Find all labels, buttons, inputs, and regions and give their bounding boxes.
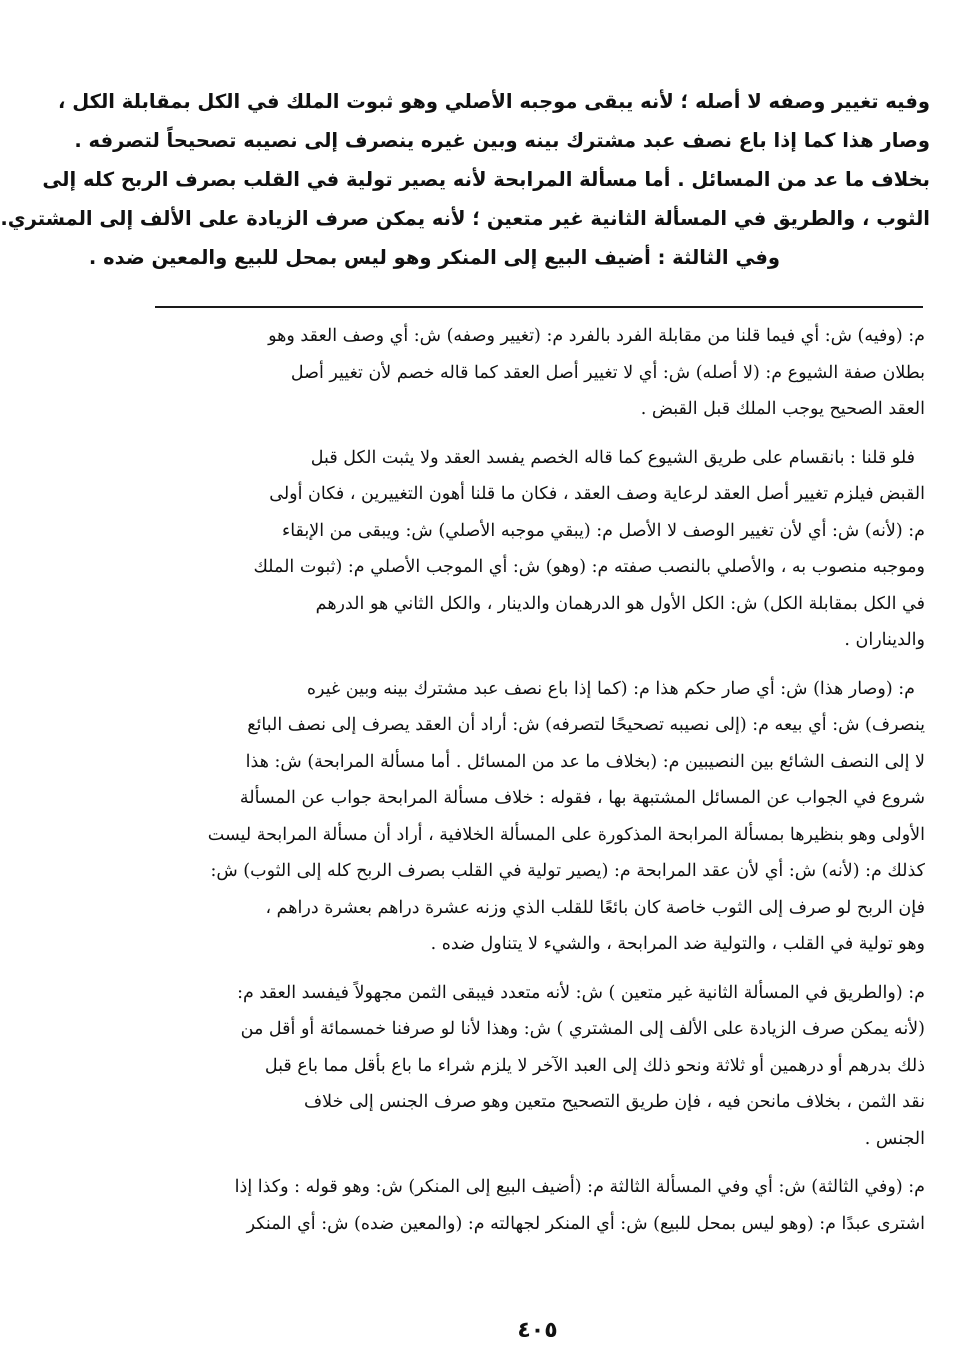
commentary-line: نقد الثمن ، بخلاف مانحن فيه ، فإن طريق التصحيح متعين وهو صرف الجنس إلى خلاف: [304, 1092, 925, 1112]
commentary-line: م: (وصار هذا) ش: أي صار حكم هذا م: (كما إذا باع نصف عبد مشترك بينه وبين غيره: [306, 678, 915, 699]
commentary-line: اشترى عبدًا م: (وهو ليس بمحل للبيع) ش: أي المنكر لجهالته م: (والمعين ضده) ش: أي المنكر: [246, 1213, 925, 1234]
commentary-line: م: (وفيه) ش: أي فيما قلنا من مقابلة الفرد بالفرد م: (تغيير وصفه) ش: أي وصف العقد وهو: [268, 326, 925, 346]
commentary-line: القبض فيلزم تغيير أصل العقد لرعاية وصف العقد ، فكان ما قلنا أهون التغييرين ، فكان أولى: [269, 484, 925, 504]
main-text-line: وصار هذا كما إذا باع نصف عبد مشترك بينه وبين غيره ينصرف إلى نصيبه تصحيحاً لتصرفه .: [74, 129, 930, 152]
page-number: ٤٠٥: [517, 1318, 558, 1343]
commentary-line: وهو تولية في القلب ، والتولية ضد المرابحة ، والشيء لا يتناول ضده .: [430, 934, 925, 954]
commentary-paragraph: [153, 671, 925, 963]
commentary-line: م: (والطريق في المسألة الثانية غير متعين ) ش: لأنه متعدد فيبقى الثمن مجهولاً فيفسد العقد م:: [237, 982, 925, 1003]
commentary-paragraph: [153, 440, 925, 659]
commentary-line: لا إلى النصف الشائع بين النصيبين م: (بخلاف ما عد من المسائل . أما مسألة المرابحة) ش: هذا: [245, 751, 925, 772]
commentary-line: ينصرف) ش: أي بيعه م: (إلى نصيبه تصحيحًا لتصرفه) ش: أراد أن العقد يصرف إلى نصف البائع: [247, 715, 925, 735]
commentary-paragraph: [153, 975, 925, 1158]
commentary-line: والديناران .: [844, 630, 925, 650]
commentary-line: ذلك بدرهم أو درهمين أو ثلاثة ونحو ذلك إلى العبد الآخر لا يلزم شراء ما باع بأقل مما باع قبل: [264, 1055, 925, 1076]
main-text-line: وفيه تغيير وصفه لا أصله ؛ لأنه يبقى موجبه الأصلي وهو ثبوت الملك في الكل بمقابلة الكل ،: [58, 90, 930, 113]
commentary: [153, 318, 925, 1254]
commentary-line: الجنس .: [864, 1128, 925, 1149]
commentary-line: في الكل بمقابلة الكل) ش: الكل الأول هو الدرهمان والدينار ، والكل الثاني هو الدرهم: [315, 593, 925, 614]
commentary-line: العقد الصحيح يوجب الملك قبل القبض .: [640, 399, 925, 419]
main-text: [0, 82, 930, 277]
commentary-line: بطلان صفة الشيوع م: (لا أصله) ش: أي لا تغيير أصل العقد كما قاله خصم لأن تغيير أصل: [290, 362, 925, 383]
main-text-line: الثوب ، والطريق في المسألة الثانية غير متعين ؛ لأنه يمكن صرف الزيادة على الألف إلى المشتري.: [0, 207, 930, 230]
commentary-line: وموجبه منصوب به ، والأصلي بالنصب صفته م: (وهو) ش: أي الموجب الأصلي م: (ثبوت الملك: [253, 557, 925, 577]
commentary-line: فإن الربح لو صرف إلى الثوب خاصة كان بائعًا للقلب الذي وزنه عشرة دراهم بعشرة دراهم ،: [265, 897, 925, 918]
commentary-line: شروع في الجواب عن المسائل المشتبهة بها ، فقوله : خلاف مسألة المرابحة جواب عن المسألة: [239, 788, 925, 808]
main-text-line: بخلاف ما عد من المسائل . أما مسألة المرابحة لأنه يصير تولية في القلب بصرف الربح كله إلى: [42, 168, 930, 191]
commentary-paragraph: [153, 1169, 925, 1242]
main-text-line: وفي الثالثة : أضيف البيع إلى المنكر وهو ليس بمحل للبيع والمعين ضده .: [88, 246, 780, 269]
commentary-line: الأولى وهو بنظيرها بمسألة المرابحة المذكورة على المسألة الخلافية ، أراد أن مسألة المرابحة ليست: [207, 824, 925, 845]
commentary-line: فلو قلنا : بانقسام على طريق الشيوع كما قاله الخصم يفسد العقد ولا يثبت الكل قبل: [310, 447, 915, 468]
commentary-line: كذلك م: (لأنه) ش: أي لأن عقد المرابحة م: (يصير تولية في القلب بصرف الربح كله إلى الثوب) ش:: [210, 861, 925, 881]
commentary-paragraph: [153, 318, 925, 428]
commentary-line: (لأنه يمكن صرف الزيادة على الألف إلى المشتري ) ش: وهذا لأنا لو صرفنا خمسمائة أو أقل من: [240, 1019, 925, 1039]
section-divider: [155, 306, 923, 308]
commentary-line: م: (لأنه) ش: أي لأن تغيير الوصف لا الأصل م: (يبقي موجبه الأصلي) ش: ويبقى من الإبقاء: [281, 520, 925, 541]
commentary-line: م: (وفي الثالثة) ش: أي وفي المسألة الثالثة م: (أضيف البيع إلى المنكر) ش: وهو قوله : وكذا إذا: [234, 1177, 925, 1197]
